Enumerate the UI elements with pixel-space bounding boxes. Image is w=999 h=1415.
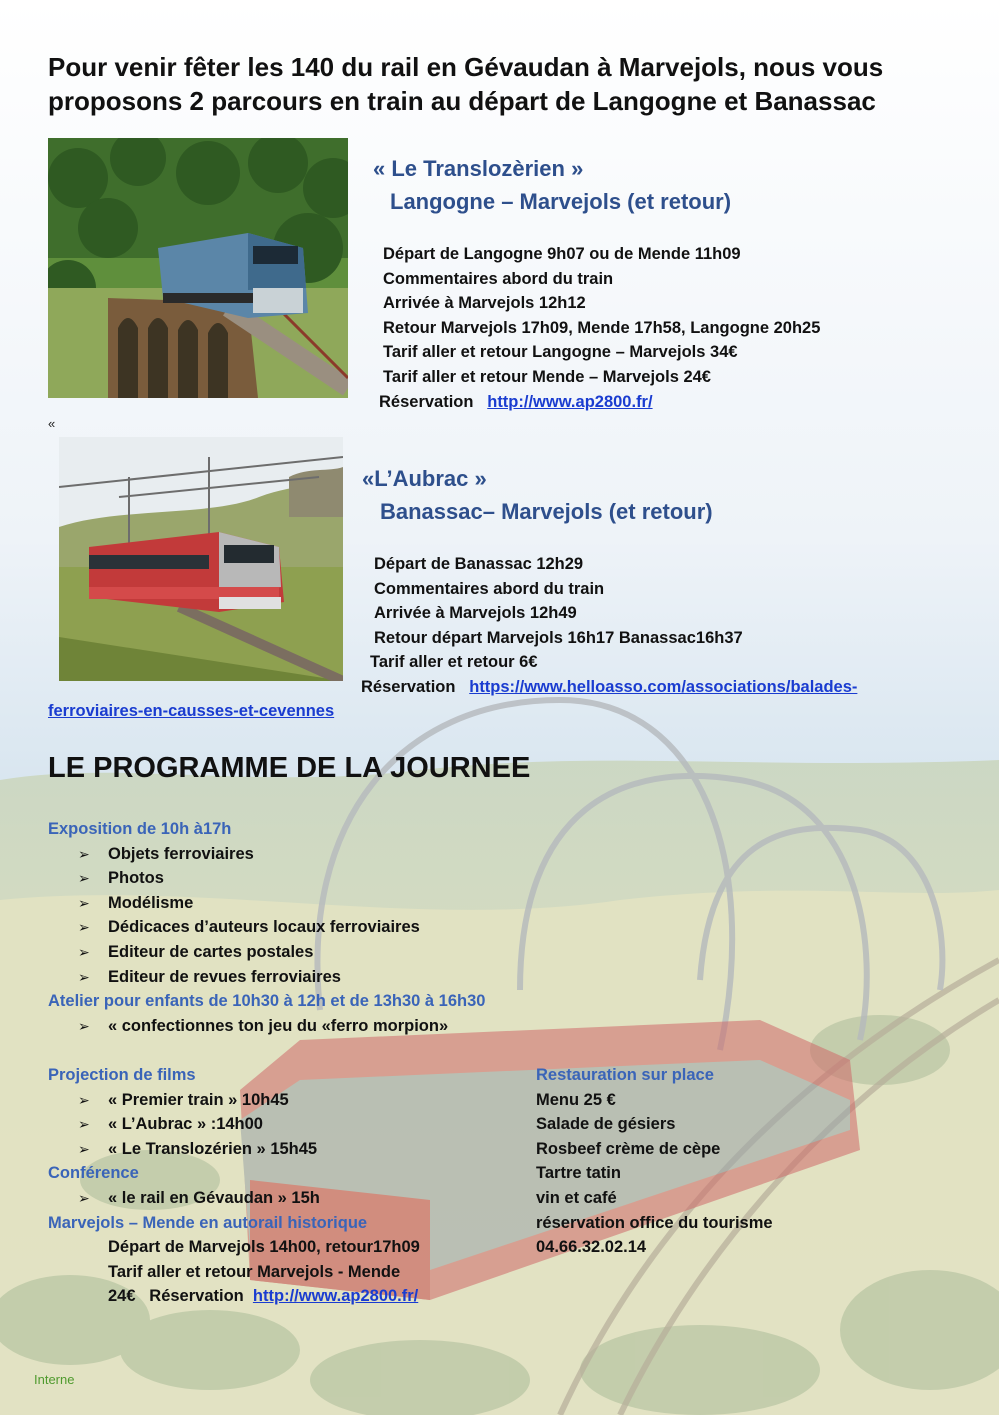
list-item: ➢ Objets ferroviaires <box>48 842 485 867</box>
conference-heading: Conférence <box>48 1164 139 1183</box>
bullet-arrow-icon: ➢ <box>78 1017 90 1034</box>
route-2-line: Arrivée à Marvejols 12h49 <box>374 604 577 623</box>
bullet-arrow-icon: ➢ <box>78 968 90 985</box>
bullet-arrow-icon: ➢ <box>78 1091 90 1108</box>
restauration-line: réservation office du tourisme <box>536 1213 773 1232</box>
autorail-reservation-label: 24€ Réservation <box>108 1287 244 1306</box>
reservation-label: Réservation <box>379 393 474 411</box>
restauration-line: Rosbeef crème de cèpe <box>536 1139 721 1158</box>
route-2-details <box>370 552 743 675</box>
bullet-arrow-icon: ➢ <box>78 845 90 862</box>
helloasso-link[interactable]: https://www.helloasso.com/associations/balades- <box>469 678 858 696</box>
bullet-arrow-icon: ➢ <box>78 870 90 887</box>
exposition-heading: Exposition de 10h à17h <box>48 820 232 838</box>
route-2-line: Retour départ Marvejols 16h17 Banassac16h37 <box>374 628 743 647</box>
route-1-line: Tarif aller et retour Mende – Marvejols 24€ <box>383 367 711 386</box>
route-1-details <box>383 242 820 390</box>
page-title <box>48 50 968 118</box>
bullet-arrow-icon: ➢ <box>78 894 90 911</box>
autorail-ap2800-link[interactable]: http://www.ap2800.fr/ <box>252 1287 419 1306</box>
list-item: ➢ Modélisme <box>48 891 485 916</box>
route-2-reservation <box>361 675 857 700</box>
restauration-line: vin et café <box>536 1188 617 1207</box>
restauration-section <box>536 1063 773 1260</box>
program-left-column <box>48 817 485 1309</box>
translozerien-train-photo <box>48 138 348 398</box>
autorail-line: Tarif aller et retour Marvejols - Mende <box>108 1262 401 1281</box>
list-item: ➢ Photos <box>48 866 485 891</box>
bullet-arrow-icon: ➢ <box>78 1189 90 1206</box>
ap2800-link[interactable]: http://www.ap2800.fr/ <box>487 393 653 411</box>
bullet-arrow-icon: ➢ <box>78 919 90 936</box>
list-item: ➢ « Premier train » 10h45 <box>48 1088 485 1113</box>
bullet-arrow-icon: ➢ <box>78 1116 90 1133</box>
list-item: ➢ « Le Translozérien » 15h45 <box>48 1137 485 1162</box>
route-translozerien <box>373 152 731 218</box>
films-heading: Projection de films <box>48 1065 196 1084</box>
restauration-phone: 04.66.32.02.14 <box>536 1238 647 1257</box>
bullet-arrow-icon: ➢ <box>78 1140 90 1157</box>
program-title: LE PROGRAMME DE LA JOURNEE <box>48 752 531 784</box>
restauration-line: Menu 25 € <box>536 1090 616 1109</box>
route-2-subtitle: Banassac– Marvejols (et retour) <box>380 499 713 524</box>
list-item: ➢ Dédicaces d’auteurs locaux ferroviaires <box>48 915 485 940</box>
route-1-line: Tarif aller et retour Langogne – Marvejols 34€ <box>383 343 738 362</box>
list-item: ➢ « le rail en Gévaudan » 15h <box>48 1186 485 1211</box>
route-2-line: Commentaires abord du train <box>374 579 605 598</box>
autorail-heading: Marvejols – Mende en autorail historique <box>48 1213 368 1232</box>
route-2-line: Tarif aller et retour 6€ <box>370 653 538 672</box>
list-item: ➢ « confectionnes ton jeu du «ferro morpion» <box>48 1014 485 1039</box>
autorail-line: Départ de Marvejols 14h00, retour17h09 <box>108 1238 420 1257</box>
atelier-heading: Atelier pour enfants de 10h30 à 12h et de 13h30 à 16h30 <box>48 992 486 1011</box>
route-1-subtitle: Langogne – Marvejols (et retour) <box>390 189 732 214</box>
route-1-reservation <box>379 390 653 415</box>
reservation-label: Réservation <box>361 678 456 696</box>
route-1-name: « Le Translozèrien » <box>373 156 584 181</box>
footer-label: Interne <box>34 1372 75 1387</box>
route-1-line: Arrivée à Marvejols 12h12 <box>383 294 586 313</box>
helloasso-link-continuation <box>48 699 334 724</box>
restauration-line: Salade de gésiers <box>536 1115 676 1134</box>
list-item: ➢ Editeur de revues ferroviaires <box>48 965 485 990</box>
title-line-1: Pour venir fêter les 140 du rail en Gévaudan à Marvejols, nous vous <box>48 52 884 82</box>
route-1-line: Départ de Langogne 9h07 ou de Mende 11h09 <box>383 245 741 263</box>
list-item: ➢ Editeur de cartes postales <box>48 940 485 965</box>
title-line-2: proposons 2 parcours en train au départ de Langogne et Banassac <box>48 86 876 116</box>
restauration-heading: Restauration sur place <box>536 1066 714 1084</box>
route-aubrac <box>362 462 713 528</box>
aubrac-train-photo <box>59 437 343 681</box>
list-item: ➢ « L’Aubrac » :14h00 <box>48 1112 485 1137</box>
stray-quote-mark: « <box>48 416 56 431</box>
autorail-reservation <box>48 1284 485 1309</box>
bullet-arrow-icon: ➢ <box>78 943 90 960</box>
helloasso-link-part-2[interactable]: ferroviaires-en-causses-et-cevennes <box>48 702 335 720</box>
route-2-line: Départ de Banassac 12h29 <box>374 555 584 573</box>
route-2-name: «L’Aubrac » <box>362 466 487 491</box>
restauration-line: Tartre tatin <box>536 1164 621 1183</box>
route-1-line: Retour Marvejols 17h09, Mende 17h58, Langogne 20h25 <box>383 318 821 337</box>
route-1-line: Commentaires abord du train <box>383 269 614 288</box>
